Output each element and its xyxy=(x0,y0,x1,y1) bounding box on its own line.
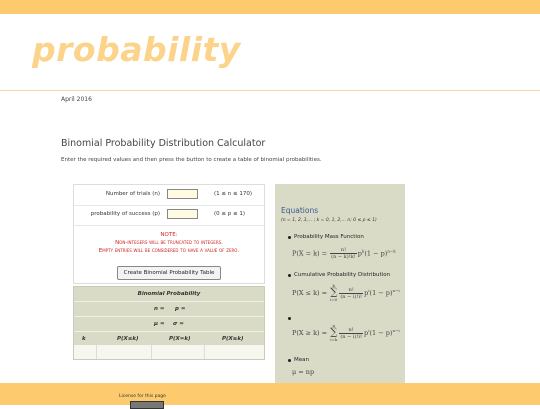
footer-banner xyxy=(0,383,540,405)
table-column-divider xyxy=(204,345,205,359)
header-pmf: P(X=k) xyxy=(169,336,191,342)
equations-panel xyxy=(275,184,405,405)
n-label: n = xyxy=(154,306,165,312)
cdf-formula: P(X ≤ k) = k ∑ i=0 $\frac{n!}{(n - i)!i!}$ $p^i(1 - p)^{n-i}$ xyxy=(292,283,400,302)
header-divider xyxy=(0,90,540,91)
probability-input[interactable] xyxy=(167,209,198,219)
site-logo[interactable]: probability xyxy=(32,30,241,69)
header-upper: P(X≥k) xyxy=(222,336,244,342)
table-column-divider xyxy=(151,345,152,359)
note-block xyxy=(74,231,264,255)
note-line-1: Non-integers will be truncated to integers. xyxy=(115,240,223,246)
trials-label: Number of trials (n) xyxy=(105,191,160,197)
p-label: p = xyxy=(175,306,186,312)
table-column-divider xyxy=(96,345,97,359)
note-line-2: Empty entries will be considered to have a value of zero. xyxy=(98,248,240,254)
trials-range: (1 ≤ n ≤ 170) xyxy=(214,191,252,197)
top-banner xyxy=(0,0,540,14)
mean-formula: μ = np xyxy=(292,368,315,376)
note-title: NOTE: xyxy=(160,232,178,238)
pmf-label: Probability Mass Function xyxy=(294,234,364,240)
page-title: Binomial Probability Distribution Calculator xyxy=(61,138,266,149)
trials-input[interactable] xyxy=(167,189,198,199)
equations-heading: Equations xyxy=(281,206,319,215)
mu-label: μ = xyxy=(154,321,165,327)
license-badge-icon[interactable] xyxy=(130,401,164,409)
input-form xyxy=(73,184,265,284)
page-description: Enter the required values and then press the button to create a table of binomial probabilities. xyxy=(61,157,322,163)
probability-range: (0 ≤ p ≤ 1) xyxy=(214,211,245,217)
cdf-label: Cumulative Probability Distribution xyxy=(294,272,391,278)
header-k: k xyxy=(82,336,86,342)
table-divider xyxy=(74,331,264,332)
sigma-label: σ = xyxy=(173,321,184,327)
bullet xyxy=(288,236,291,239)
results-table xyxy=(73,286,265,360)
probability-row xyxy=(74,205,264,226)
post-date: April 2016 xyxy=(61,96,92,103)
trials-row xyxy=(74,185,264,206)
mean-label: Mean xyxy=(294,357,309,363)
upper-cdf-formula: P(X ≥ k) = n ∑ i=k $\frac{n!}{(n - i)!i!}$ $p^i(1 - p)^{n-i}$ xyxy=(292,323,400,342)
table-divider xyxy=(74,316,264,317)
license-text: License for this page xyxy=(119,394,166,399)
equations-domain: (n = 1, 2, 3,... ; k = 0, 1, 2,... n; 0 ≤ p ≤ 1) xyxy=(281,218,377,223)
bullet xyxy=(288,317,291,320)
table-divider xyxy=(74,301,264,302)
bullet xyxy=(288,274,291,277)
create-table-button[interactable]: Create Binomial Probability Table xyxy=(117,266,221,280)
bullet xyxy=(288,359,291,362)
table-row xyxy=(74,345,264,359)
table-caption: Binomial Probability xyxy=(137,291,201,297)
pmf-formula: P(X = k) = $\frac{n!}{(n - k)!k!}$ $p^k(1 - p)^{n-k}$ xyxy=(292,247,396,260)
header-cdf: P(X≤k) xyxy=(117,336,139,342)
probability-label: probability of success (p) xyxy=(90,211,160,217)
